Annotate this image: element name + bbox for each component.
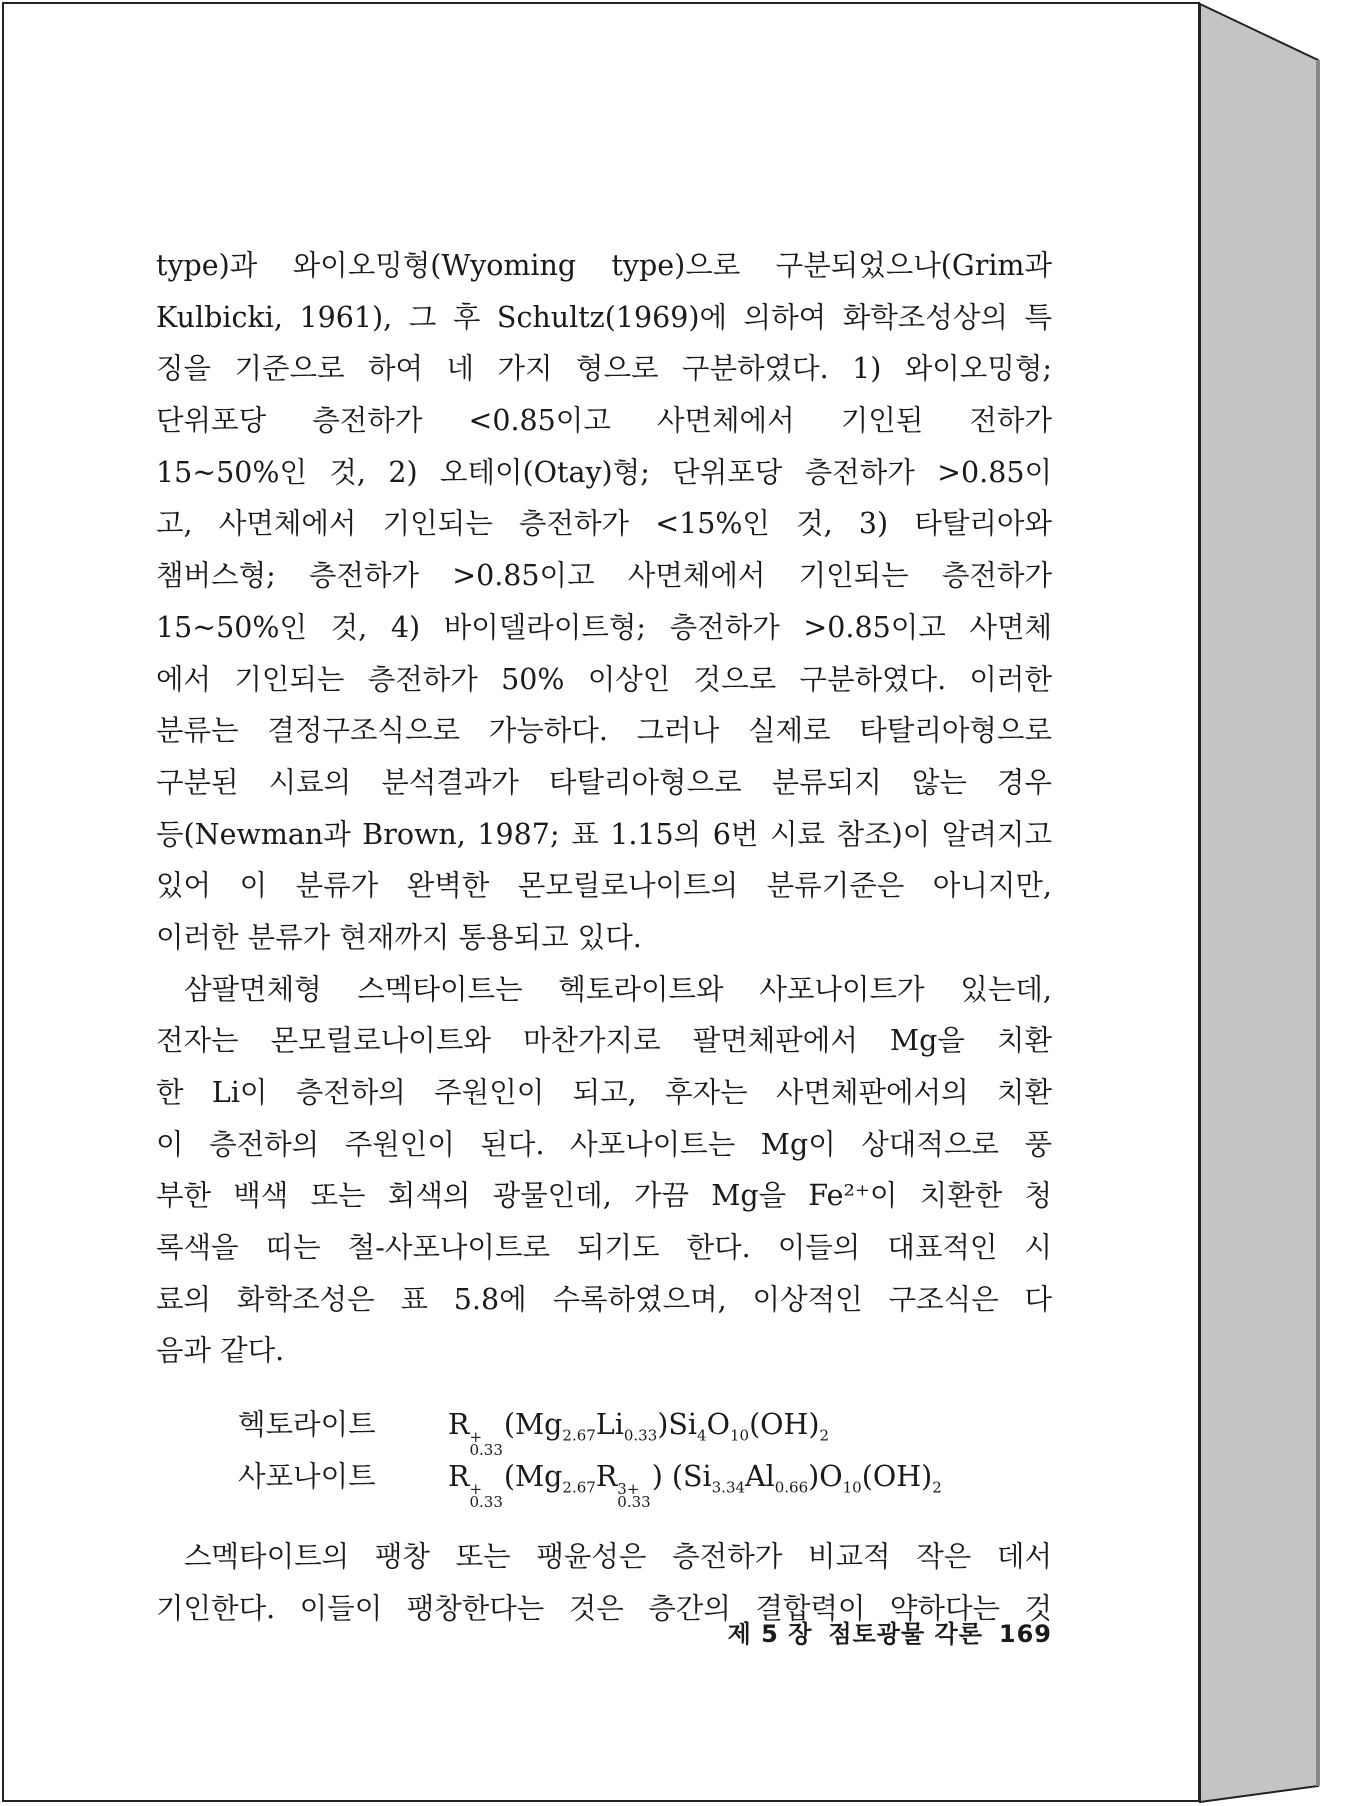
mineral-name: 사포나이트 xyxy=(238,1460,376,1494)
mineral-name: 헥토라이트 xyxy=(238,1408,376,1442)
body-text xyxy=(156,240,1052,1635)
text-line: 한 Li이 층전하의 주원인이 되고, 후자는 사면체판에서의 치환 xyxy=(156,1076,1052,1109)
text-line: 단위포당 층전하가 <0.85이고 사면체에서 기인된 전하가 xyxy=(156,404,1052,438)
text-line: 분류는 결정구조식으로 가능하다. 그러나 실제로 타탈리아형으로 xyxy=(156,714,1052,748)
structural-formulas xyxy=(156,1399,1052,1512)
text-line: 전자는 몬모릴로나이트와 마찬가지로 팔면체판에서 Mg을 치환 xyxy=(156,1024,1052,1058)
text-line: 기인한다. 이들이 팽창한다는 것은 층간의 결합력이 약하다는 것 xyxy=(156,1591,1052,1625)
text-line: 고, 사면체에서 기인되는 층전하가 <15%인 것, 3) 타탈리아와 xyxy=(156,507,1052,541)
page-footer xyxy=(156,1614,1052,1649)
text-line: 15~50%인 것, 4) 바이델라이트형; 층전하가 >0.85이고 사면체 xyxy=(156,610,1052,644)
page-number: 169 xyxy=(998,1620,1052,1648)
formula-hectorite xyxy=(156,1399,1052,1460)
text-line: 에서 기인되는 층전하가 50% 이상인 것으로 구분하였다. 이러한 xyxy=(156,662,1052,696)
paragraph-1 xyxy=(156,240,1052,964)
text-line: 부한 백색 또는 회색의 광물인데, 가끔 Mg을 Fe²⁺이 치환한 청 xyxy=(156,1179,1052,1213)
text-line: 음과 같다. xyxy=(156,1334,285,1368)
text-line: 챔버스형; 층전하가 >0.85이고 사면체에서 기인되는 층전하가 xyxy=(156,559,1052,593)
text-line: 료의 화학조성은 표 5.8에 수록하였으며, 이상적인 구조식은 다 xyxy=(156,1282,1052,1316)
text-line: 등(Newman과 Brown, 1987; 표 1.15의 6번 시료 참조)이 알려지고 xyxy=(156,817,1052,851)
text-line: 이 층전하의 주원인이 된다. 사포나이트는 Mg이 상대적으로 풍 xyxy=(156,1127,1052,1161)
text-line: Kulbicki, 1961), 그 후 Schultz(1969)에 의하여 화학조성상의 특 xyxy=(156,300,1052,334)
text-line: 삼팔면체형 스멕타이트는 헥토라이트와 사포나이트가 있는데, xyxy=(184,972,1052,1006)
chapter-title: 점토광물 각론 xyxy=(828,1620,983,1648)
formula-expression: R + 0.33 $(Mg_{2.67}Li_{0.33})Si_4O_{10}(OH)_2$ xyxy=(448,1408,830,1460)
text-line: 스멕타이트의 팽창 또는 팽윤성은 층전하가 비교적 작은 데서 xyxy=(184,1540,1052,1574)
text-line: type)과 와이오밍형(Wyoming type)으로 구분되었으나(Grim과 xyxy=(156,249,1052,282)
text-line: 이러한 분류가 현재까지 통용되고 있다. xyxy=(156,920,642,954)
formula-expression: R + 0.33 ($Mg_{2.67}R$ 3+ 0.33 ) $(Si_{3.34}Al_{0.66})O_{10}(OH)_2$ xyxy=(448,1460,942,1512)
text-line: 15~50%인 것, 2) 오테이(Otay)형; 단위포당 층전하가 >0.85이 xyxy=(156,455,1052,489)
text-line: 구분된 시료의 분석결과가 타탈리아형으로 분류되지 않는 경우 xyxy=(156,765,1052,799)
text-line: 록색을 띠는 철-사포나이트로 되기도 한다. 이들의 대표적인 시 xyxy=(156,1231,1052,1265)
text-line: 징을 기준으로 하여 네 가지 형으로 구분하였다. 1) 와이오밍형; xyxy=(156,352,1052,386)
formula-saponite xyxy=(156,1451,1052,1512)
paragraph-2 xyxy=(156,964,1052,1378)
chapter-label: 제 5 장 xyxy=(727,1620,813,1648)
text-line: 있어 이 분류가 완벽한 몬모릴로나이트의 분류기준은 아니지만, xyxy=(156,869,1052,903)
